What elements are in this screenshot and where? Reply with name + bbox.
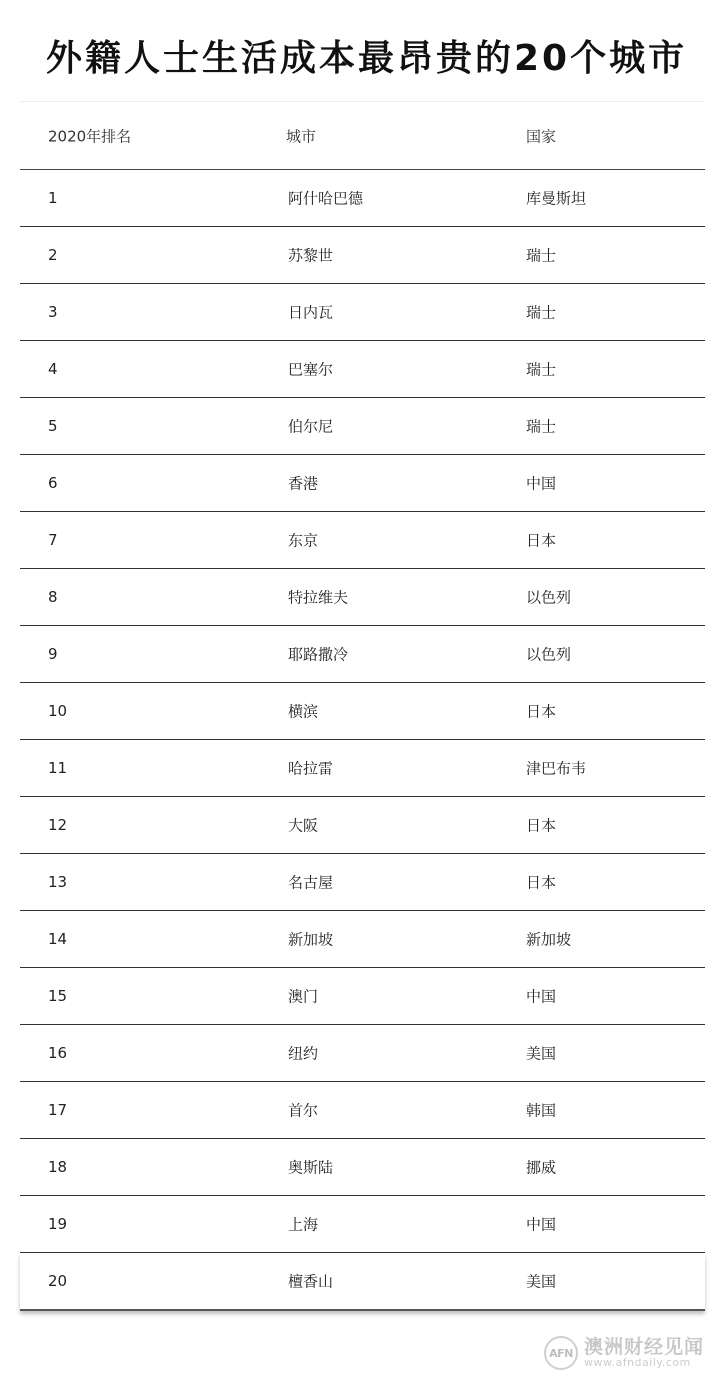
table-row — [20, 797, 705, 854]
header-country: 国家 — [526, 127, 557, 145]
table-body — [20, 170, 705, 1311]
country-cell: 日本 — [526, 702, 557, 721]
rank-cell: 13 — [48, 873, 68, 891]
brand-block — [584, 1337, 704, 1370]
rank-cell: 17 — [48, 1101, 68, 1119]
city-cell: 耶路撒冷 — [288, 645, 349, 664]
table-row — [20, 398, 705, 455]
country-cell: 日本 — [526, 531, 557, 550]
table-row — [20, 284, 705, 341]
city-cell: 苏黎世 — [288, 246, 334, 265]
city-cell: 名古屋 — [288, 873, 334, 892]
table-row — [20, 854, 705, 911]
rank-cell: 11 — [48, 759, 68, 777]
city-cell: 首尔 — [288, 1101, 319, 1120]
country-cell: 日本 — [526, 816, 557, 835]
table-row — [20, 1025, 705, 1082]
country-cell: 中国 — [526, 1215, 557, 1234]
brand-name: 澳洲财经见闻 — [583, 1335, 704, 1358]
rank-cell: 6 — [48, 474, 58, 492]
table-row — [20, 1253, 705, 1311]
country-cell: 以色列 — [526, 588, 572, 607]
table-row — [20, 626, 705, 683]
rank-cell: 12 — [48, 816, 68, 834]
table-row — [20, 569, 705, 626]
afn-logo-icon: AFN — [544, 1336, 578, 1370]
table-row — [20, 341, 705, 398]
rank-cell: 10 — [48, 702, 68, 720]
table-row — [20, 740, 705, 797]
table-row — [20, 968, 705, 1025]
country-cell: 美国 — [526, 1044, 557, 1063]
country-cell: 库曼斯坦 — [526, 189, 587, 208]
country-cell: 津巴布韦 — [526, 759, 587, 778]
table-row — [20, 512, 705, 569]
table-header — [20, 102, 705, 170]
footer-brand — [544, 1333, 704, 1373]
rank-cell: 14 — [48, 930, 68, 948]
city-cell: 伯尔尼 — [288, 417, 334, 436]
city-cell: 纽约 — [288, 1044, 319, 1063]
city-cell: 澳门 — [288, 987, 319, 1006]
header-city: 城市 — [286, 127, 317, 145]
country-cell: 新加坡 — [526, 930, 572, 949]
rank-cell: 4 — [48, 360, 58, 378]
rank-cell: 5 — [48, 417, 58, 435]
table-row — [20, 455, 705, 512]
table-row — [20, 1139, 705, 1196]
table-row — [20, 911, 705, 968]
country-cell: 美国 — [526, 1272, 557, 1291]
rank-cell: 19 — [48, 1215, 68, 1233]
table-row — [20, 227, 705, 284]
rank-cell: 8 — [48, 588, 58, 606]
country-cell: 韩国 — [526, 1101, 557, 1120]
city-cell: 新加坡 — [288, 930, 334, 949]
rank-cell: 15 — [48, 987, 68, 1005]
city-cell: 横滨 — [288, 702, 319, 721]
table-row — [20, 683, 705, 740]
country-cell: 中国 — [526, 474, 557, 493]
brand-url: www.afndaily.com — [583, 1356, 691, 1370]
table-row — [20, 170, 705, 227]
country-cell: 挪威 — [526, 1158, 557, 1177]
rank-cell: 18 — [48, 1158, 68, 1176]
country-cell: 瑞士 — [526, 246, 557, 265]
country-cell: 以色列 — [526, 645, 572, 664]
country-cell: 瑞士 — [526, 417, 557, 436]
page-title: 外籍人士生活成本最昂贵的20个城市 — [46, 38, 688, 79]
city-cell: 香港 — [288, 474, 319, 493]
table-row — [20, 1196, 705, 1253]
city-cell: 东京 — [288, 531, 319, 550]
header-rank: 2020年排名 — [48, 127, 132, 145]
city-cell: 哈拉雷 — [288, 759, 334, 778]
city-cell: 大阪 — [288, 816, 319, 835]
country-cell: 瑞士 — [526, 303, 557, 322]
city-cell: 奥斯陆 — [288, 1158, 334, 1177]
country-cell: 中国 — [526, 987, 557, 1006]
rank-cell: 1 — [48, 189, 58, 207]
table-row — [20, 1082, 705, 1139]
rank-cell: 9 — [48, 645, 58, 663]
city-cell: 上海 — [288, 1215, 319, 1234]
rank-cell: 7 — [48, 531, 58, 549]
city-cell: 檀香山 — [288, 1272, 334, 1291]
city-cell: 巴塞尔 — [288, 360, 334, 379]
city-cell: 特拉维夫 — [288, 588, 349, 607]
rank-cell: 3 — [48, 303, 58, 321]
country-cell: 瑞士 — [526, 360, 557, 379]
rank-cell: 16 — [48, 1044, 68, 1062]
city-cell: 阿什哈巴德 — [288, 189, 364, 208]
city-cell: 日内瓦 — [288, 303, 334, 322]
rank-cell: 2 — [48, 246, 58, 264]
rank-cell: 20 — [48, 1272, 68, 1290]
country-cell: 日本 — [526, 873, 557, 892]
